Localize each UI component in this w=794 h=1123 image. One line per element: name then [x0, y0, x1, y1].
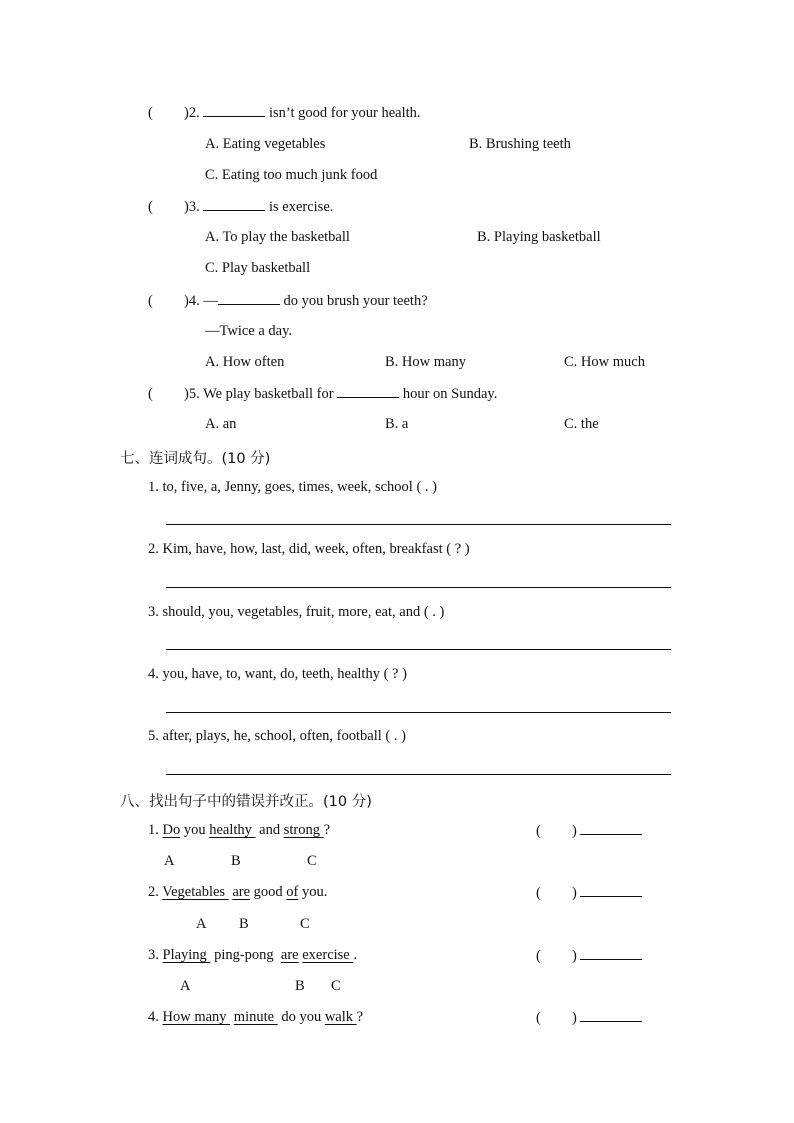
option-c: C. Eating too much junk food: [205, 167, 378, 183]
section-8-title: 八、找出句子中的错误并改正。(10 分): [120, 794, 372, 810]
label-b: B: [295, 978, 305, 994]
section-7-title: 七、连词成句。(10 分): [120, 451, 271, 467]
label-a: A: [180, 978, 191, 994]
reorder-item-2: 2. Kim, have, how, last, did, week, often, breakfast ( ? ): [148, 541, 470, 557]
reorder-item-5: 5. after, plays, he, school, often, football ( . ): [148, 728, 406, 744]
label-b: B: [239, 916, 249, 932]
reorder-item-3: 3. should, you, vegetables, fruit, more, eat, and ( . ): [148, 604, 445, 620]
question-stem: ( )3. is exercise.: [148, 199, 334, 215]
underlined-part-c: walk: [324, 1009, 357, 1025]
answer-line-1[interactable]: [166, 524, 671, 525]
underlined-part-b: healthy: [209, 822, 256, 838]
option-a: A. an: [205, 416, 237, 432]
question-stem: ( )4. — do you brush your teeth?: [148, 293, 428, 309]
reorder-item-4: 4. you, have, to, want, do, teeth, healthy ( ? ): [148, 666, 407, 682]
option-a: A. How often: [205, 354, 285, 370]
option-c: C. Play basketball: [205, 260, 311, 276]
answer-blank[interactable]: [203, 104, 265, 117]
label-a: A: [164, 853, 175, 869]
answer-line-4[interactable]: [166, 712, 671, 713]
error-item-2: 2. Vegetables are good of you.: [148, 884, 328, 900]
option-b: B. a: [385, 416, 409, 432]
answer-line-3[interactable]: [166, 649, 671, 650]
underlined-part-b: are: [232, 884, 251, 900]
label-c: C: [307, 853, 317, 869]
answer-blank[interactable]: [203, 198, 265, 211]
underlined-part-a: Vegetables: [162, 884, 229, 900]
error-item-1: 1. Do you healthy and strong ?: [148, 822, 331, 838]
answer-slot-1: ( ): [536, 822, 642, 840]
dialogue-answer: —Twice a day.: [205, 323, 293, 339]
answer-line-2[interactable]: [166, 587, 671, 588]
option-a: A. To play the basketball: [205, 229, 350, 245]
option-a: A. Eating vegetables: [205, 136, 326, 152]
answer-slot-4: ( ): [536, 1009, 642, 1027]
answer-slot-3: ( ): [536, 947, 642, 965]
correction-blank-2[interactable]: [580, 884, 642, 897]
correction-blank-4[interactable]: [580, 1009, 642, 1022]
question-stem: ( )2. isn’t good for your health.: [148, 105, 421, 121]
answer-blank[interactable]: [218, 292, 280, 305]
option-c: C. the: [564, 416, 599, 432]
correction-blank-3[interactable]: [580, 947, 642, 960]
option-c: C. How much: [564, 354, 645, 370]
label-a: A: [196, 916, 207, 932]
underlined-part-a: Do: [162, 822, 181, 838]
underlined-part-b: are: [280, 947, 299, 963]
answer-line-5[interactable]: [166, 774, 671, 775]
label-c: C: [300, 916, 310, 932]
underlined-part-c: strong: [283, 822, 324, 838]
option-b: B. Playing basketball: [477, 229, 601, 245]
underlined-part-a: Playing: [162, 947, 211, 963]
label-b: B: [231, 853, 241, 869]
underlined-part-c: exercise: [302, 947, 354, 963]
error-item-3: 3. Playing ping-pong are exercise .: [148, 947, 357, 963]
option-b: B. How many: [385, 354, 466, 370]
reorder-item-1: 1. to, five, a, Jenny, goes, times, week, school ( . ): [148, 479, 437, 495]
correction-blank-1[interactable]: [580, 822, 642, 835]
underlined-part-c: of: [286, 884, 299, 900]
error-item-4: 4. How many minute do you walk ?: [148, 1009, 364, 1025]
underlined-part-b: minute: [233, 1009, 278, 1025]
underlined-part-a: How many: [162, 1009, 231, 1025]
answer-blank[interactable]: [337, 385, 399, 398]
answer-slot-2: ( ): [536, 884, 642, 902]
question-stem: ( )5. We play basketball for hour on Sunday.: [148, 386, 498, 402]
option-b: B. Brushing teeth: [469, 136, 571, 152]
label-c: C: [331, 978, 341, 994]
